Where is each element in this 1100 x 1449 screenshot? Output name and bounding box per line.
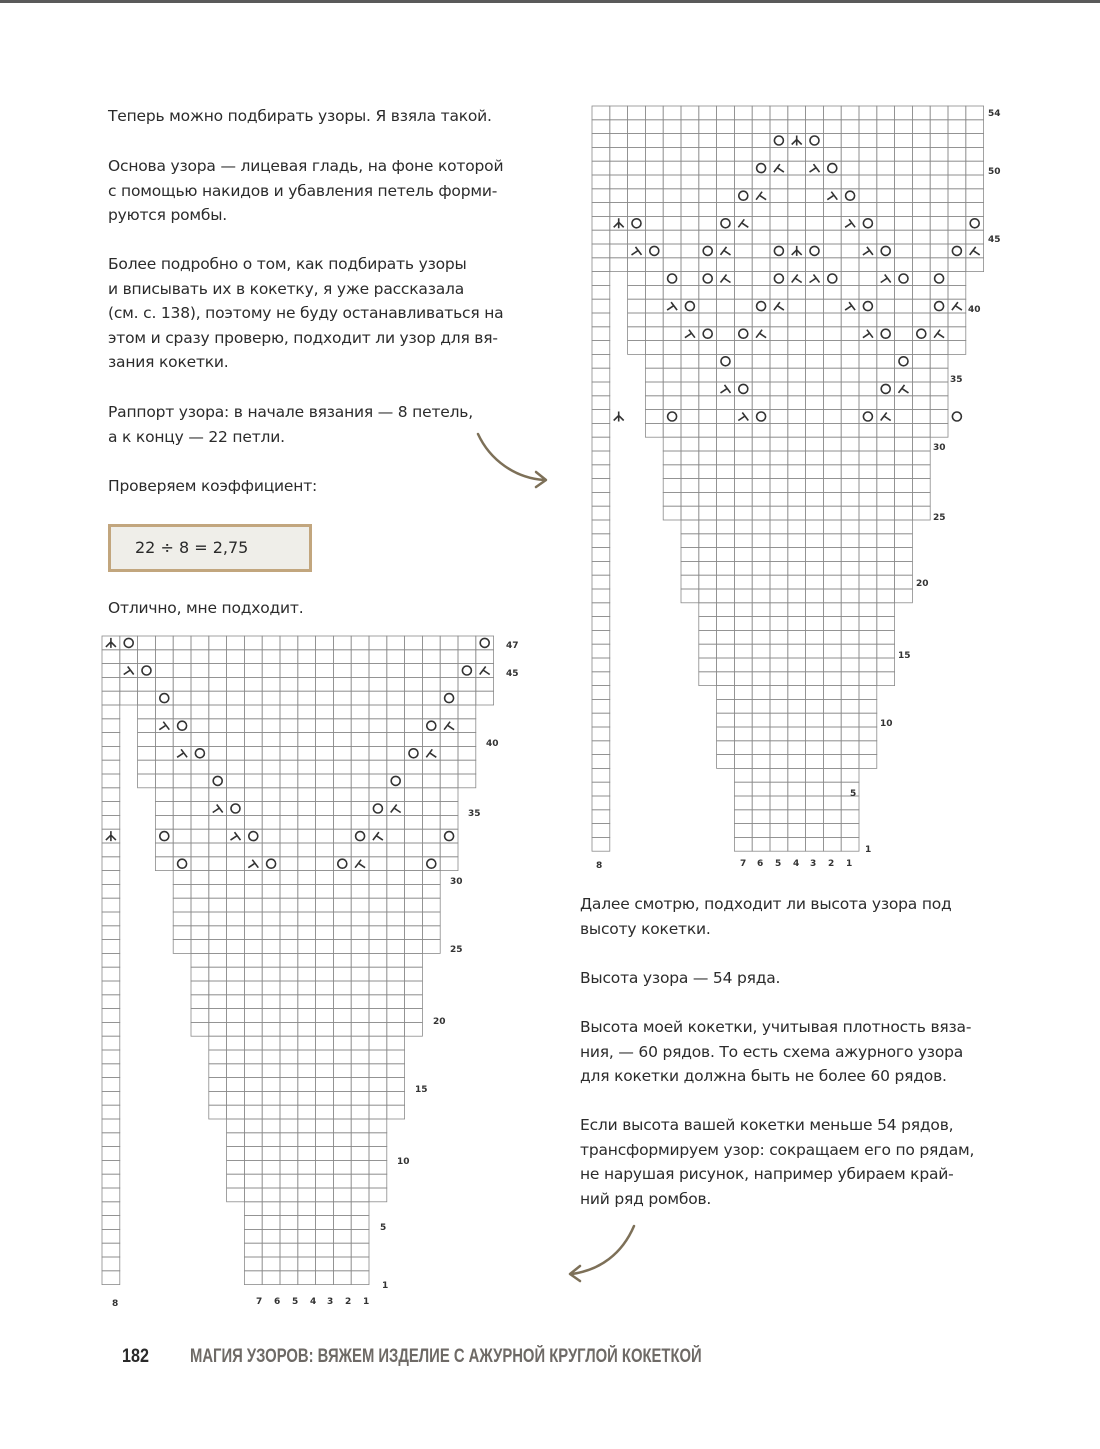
svg-text:20: 20: [433, 1017, 446, 1027]
text-line: высоту кокетки.: [580, 919, 711, 938]
text-line: (см. с. 138), поэтому не буду останавливаться на: [108, 304, 504, 322]
svg-text:54: 54: [988, 109, 1001, 119]
paragraph-yoke-height: [580, 1015, 971, 1089]
text-line: этом и сразу проверю, подходит ли узор для вя-: [108, 328, 498, 347]
text-line: Высота моей кокетки, учитывая плотность вяза-: [580, 1018, 972, 1036]
text-line: трансформируем узор: сокращаем его по рядам,: [580, 1140, 975, 1159]
svg-text:8: 8: [596, 861, 603, 871]
running-title: МАГИЯ УЗОРОВ: ВЯЖЕМ ИЗДЕЛИЕ С АЖУРНОЙ КРУГЛОЙ КОКЕТКОЙ: [190, 1346, 702, 1367]
text-line: ния, — 60 рядов. То есть схема ажурного узора: [580, 1042, 964, 1061]
svg-text:10: 10: [397, 1157, 410, 1167]
svg-text:6: 6: [757, 859, 764, 869]
paragraph-conclusion: Отлично, мне подходит.: [108, 599, 304, 617]
knitting-chart-54-rows: [590, 100, 1010, 880]
svg-text:40: 40: [486, 739, 499, 749]
paragraph-pattern-height: Высота узора — 54 ряда.: [580, 969, 781, 987]
text-line: Далее смотрю, подходит ли высота узора под: [580, 895, 952, 913]
svg-text:4: 4: [310, 1297, 317, 1307]
svg-text:35: 35: [468, 809, 481, 819]
text-line: с помощью накидов и убавления петель форми-: [108, 181, 498, 200]
svg-text:50: 50: [988, 167, 1001, 177]
svg-text:15: 15: [415, 1085, 428, 1095]
svg-text:5: 5: [850, 789, 857, 799]
text-line: для кокетки должна быть не более 60 рядов.: [580, 1067, 947, 1085]
svg-text:30: 30: [933, 443, 946, 453]
svg-text:2: 2: [828, 859, 835, 869]
svg-text:2: 2: [345, 1297, 352, 1307]
text-line: Если высота вашей кокетки меньше 54 рядов,: [580, 1116, 954, 1134]
curved-arrow-left-icon: [560, 1222, 650, 1284]
svg-text:5: 5: [380, 1223, 387, 1233]
text-line: Более подробно о том, как подбирать узоры: [108, 255, 467, 273]
svg-text:35: 35: [950, 375, 963, 385]
text-line: ний ряд ромбов.: [580, 1189, 712, 1208]
svg-text:45: 45: [506, 669, 519, 679]
svg-text:3: 3: [810, 859, 817, 869]
svg-text:25: 25: [450, 945, 463, 955]
text-line: Раппорт узора: в начале вязания — 8 петель,: [108, 403, 473, 421]
paragraph-rapport: [108, 400, 473, 449]
svg-text:5: 5: [775, 859, 782, 869]
curved-arrow-right-icon: [470, 430, 560, 500]
text-line: Основа узора — лицевая гладь, на фоне которой: [108, 157, 504, 175]
paragraph-intro: Теперь можно подбирать узоры. Я взяла такой.: [108, 107, 492, 125]
svg-text:1: 1: [865, 845, 872, 855]
svg-text:47: 47: [506, 641, 519, 651]
paragraph-check-coefficient: Проверяем коэффициент:: [108, 477, 318, 495]
svg-text:5: 5: [292, 1297, 299, 1307]
text-line: не нарушая рисунок, например убираем край-: [580, 1165, 954, 1183]
svg-text:40: 40: [968, 305, 981, 315]
svg-text:45: 45: [988, 235, 1001, 245]
svg-text:20: 20: [916, 579, 929, 589]
svg-text:25: 25: [933, 513, 946, 523]
svg-text:30: 30: [450, 877, 463, 887]
svg-text:15: 15: [898, 651, 911, 661]
svg-text:1: 1: [363, 1297, 370, 1307]
svg-text:1: 1: [846, 859, 853, 869]
svg-text:3: 3: [327, 1297, 334, 1307]
text-line: и вписывать их в кокетку, я уже рассказала: [108, 279, 465, 298]
text-line: а к концу — 22 петли.: [108, 427, 285, 446]
svg-text:4: 4: [793, 859, 800, 869]
svg-text:10: 10: [880, 719, 893, 729]
page-number: 182: [122, 1346, 149, 1367]
paragraph-more-info: [108, 252, 503, 375]
svg-text:6: 6: [274, 1297, 281, 1307]
paragraph-pattern-base: [108, 154, 503, 228]
svg-text:7: 7: [256, 1297, 263, 1307]
svg-text:1: 1: [382, 1281, 389, 1291]
text-line: руются ромбы.: [108, 206, 228, 224]
top-edge-bar: [0, 0, 1100, 3]
knitting-chart-47-rows: [100, 630, 520, 1310]
svg-text:7: 7: [740, 859, 747, 869]
svg-text:8: 8: [112, 1299, 119, 1309]
formula-box: 22 ÷ 8 = 2,75: [108, 524, 312, 572]
text-line: зания кокетки.: [108, 353, 229, 371]
paragraph-transform: [580, 1113, 974, 1211]
paragraph-height-check: [580, 892, 952, 941]
